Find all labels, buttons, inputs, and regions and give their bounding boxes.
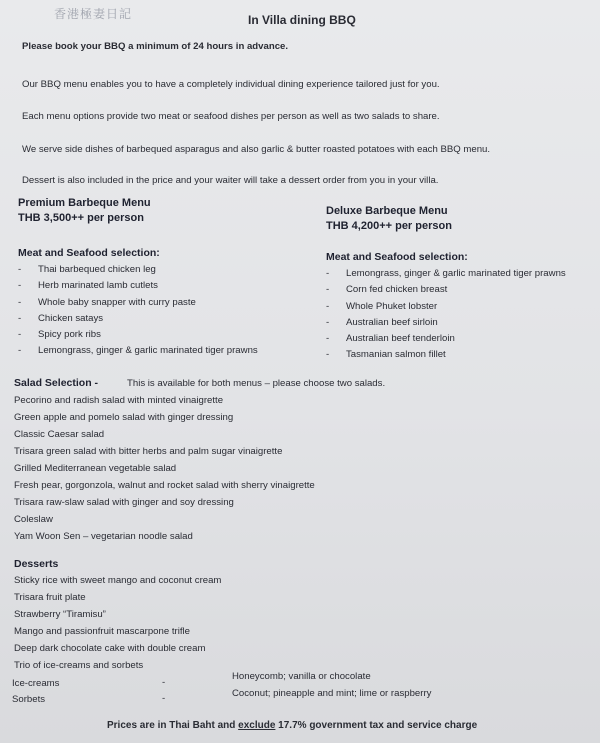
- footnote-emphasis: exclude: [238, 720, 276, 731]
- list-item: - Australian beef sirloin: [326, 316, 438, 328]
- list-item: Pecorino and radish salad with minted vinaigrette: [14, 395, 224, 406]
- list-item: Mango and passionfruit mascarpone trifle: [14, 626, 190, 637]
- salad-list: [14, 395, 315, 548]
- sorbets-label: Sorbets: [12, 694, 46, 705]
- price-footnote: [107, 720, 477, 731]
- list-item: - Whole baby snapper with curry paste: [18, 296, 196, 308]
- list-item: Deep dark chocolate cake with double cream: [14, 643, 206, 654]
- list-item: - Tasmanian salmon fillet: [326, 349, 446, 361]
- list-item: - Whole Phuket lobster: [326, 300, 438, 312]
- ice-creams-dash: -: [162, 677, 166, 688]
- desserts-heading: Desserts: [14, 558, 59, 570]
- premium-selection-heading: Meat and Seafood selection:: [18, 247, 160, 259]
- intro-paragraph-4: Dessert is also included in the price and your waiter will take a dessert order from you in your villa.: [22, 175, 439, 186]
- salad-heading: Salad Selection -: [14, 377, 99, 389]
- list-item: Strawberry “Tiramisu”: [14, 609, 106, 620]
- sorbets-dash: -: [162, 693, 166, 704]
- list-item: Coleslaw: [14, 514, 53, 525]
- list-item: Fresh pear, gorgonzola, walnut and rocket salad with sherry vinaigrette: [14, 480, 315, 491]
- deluxe-menu-title: Deluxe Barbeque Menu: [326, 205, 448, 217]
- list-item: Yam Woon Sen – vegetarian noodle salad: [14, 531, 193, 542]
- deluxe-items-list: [326, 268, 596, 366]
- list-item: - Lemongrass, ginger & garlic marinated tiger prawns: [326, 268, 566, 279]
- list-item: - Herb marinated lamb cutlets: [18, 280, 158, 292]
- list-item: - Lemongrass, ginger & garlic marinated tiger prawns: [18, 345, 258, 357]
- page-title: In Villa dining BBQ: [248, 13, 356, 27]
- watermark: 香港極妻日記: [54, 7, 133, 21]
- list-item: - Thai barbequed chicken leg: [18, 264, 156, 275]
- list-item: Sticky rice with sweet mango and coconut cream: [14, 575, 222, 586]
- intro-paragraph-3: We serve side dishes of barbequed asparagus and also garlic & butter roasted potatoes with each BBQ menu.: [22, 144, 491, 155]
- deluxe-menu-price: THB 4,200++ per person: [326, 220, 452, 232]
- list-item: Green apple and pomelo salad with ginger dressing: [14, 412, 234, 423]
- list-item: Grilled Mediterranean vegetable salad: [14, 463, 177, 474]
- premium-menu-price: THB 3,500++ per person: [18, 212, 144, 224]
- list-item: Trio of ice-creams and sorbets: [14, 660, 144, 671]
- list-item: - Chicken satays: [18, 312, 104, 324]
- booking-notice: Please book your BBQ a minimum of 24 hours in advance.: [22, 41, 289, 52]
- dessert-list: [14, 575, 221, 677]
- premium-menu-title: Premium Barbeque Menu: [18, 197, 151, 209]
- list-item: Classic Caesar salad: [14, 429, 105, 440]
- ice-creams-label: Ice-creams: [12, 678, 60, 689]
- list-item: Trisara raw-slaw salad with ginger and soy dressing: [14, 497, 234, 508]
- deluxe-selection-heading: Meat and Seafood selection:: [326, 251, 468, 263]
- list-item: - Australian beef tenderloin: [326, 333, 455, 345]
- list-item: Trisara green salad with bitter herbs and palm sugar vinaigrette: [14, 446, 283, 457]
- intro-paragraph-2: Each menu options provide two meat or seafood dishes per person as well as two salads to share.: [22, 111, 440, 122]
- sorbets-flavours: Coconut; pineapple and mint; lime or raspberry: [232, 688, 432, 699]
- premium-items-list: [18, 264, 308, 362]
- intro-paragraph-1: Our BBQ menu enables you to have a completely individual dining experience tailored just for you.: [22, 79, 440, 90]
- ice-creams-flavours: Honeycomb; vanilla or chocolate: [232, 671, 371, 682]
- list-item: - Corn fed chicken breast: [326, 284, 448, 296]
- list-item: Trisara fruit plate: [14, 592, 86, 603]
- list-item: - Spicy pork ribs: [18, 329, 101, 341]
- footnote-prefix: Prices are in Thai Baht and: [107, 720, 239, 731]
- footnote-suffix: 17.7% government tax and service charge: [275, 720, 478, 731]
- salad-note: This is available for both menus – please choose two salads.: [127, 378, 386, 389]
